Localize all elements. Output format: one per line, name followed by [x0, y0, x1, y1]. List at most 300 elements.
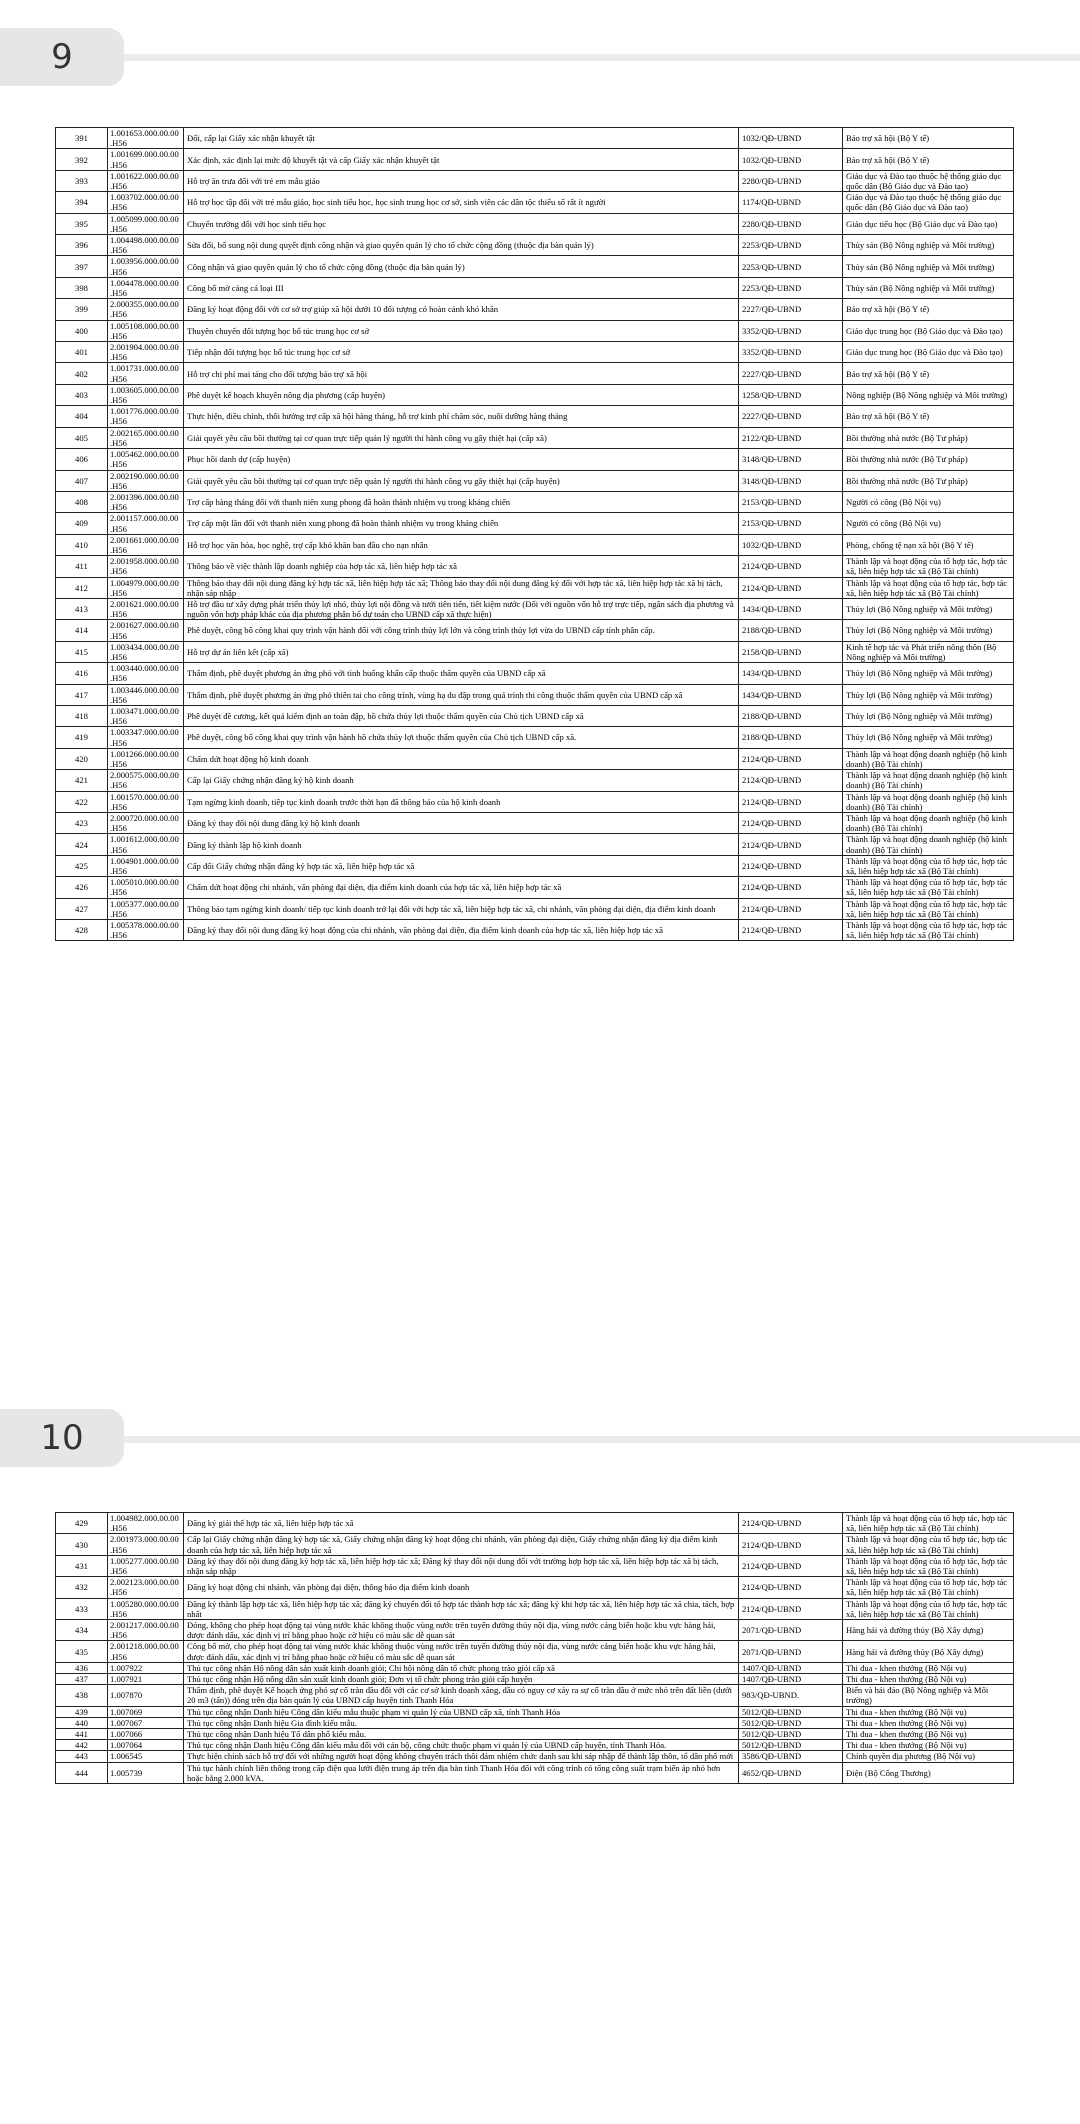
procedure-field: Thành lập và hoạt động doanh nghiệp (hộ kinh doanh) (Bộ Tài chính): [843, 770, 1014, 791]
table-row: [56, 898, 1014, 919]
row-number: 413: [56, 598, 108, 619]
procedure-field: Thủy lợi (Bộ Nông nghiệp và Môi trường): [843, 598, 1014, 619]
procedure-field: Thi đua - khen thưởng (Bộ Nội vụ): [843, 1740, 1014, 1751]
table-row: [56, 1662, 1014, 1673]
table-row: [56, 384, 1014, 405]
table-row: [56, 449, 1014, 470]
decision-number: 2227/QĐ-UBND: [739, 299, 843, 320]
decision-number: 5012/QĐ-UBND: [739, 1740, 843, 1751]
row-number: 410: [56, 534, 108, 555]
decision-number: 2158/QĐ-UBND: [739, 641, 843, 662]
procedure-field: Thành lập và hoạt động doanh nghiệp (hộ kinh doanh) (Bộ Tài chính): [843, 813, 1014, 834]
decision-number: 5012/QĐ-UBND: [739, 1717, 843, 1728]
procedure-code: 1.006545: [108, 1751, 184, 1762]
procedure-name: Trợ cấp hàng tháng đối với thanh niên xung phong đã hoàn thành nhiệm vụ trong kháng chiến: [184, 491, 739, 512]
row-number: 418: [56, 705, 108, 726]
procedure-field: Giáo dục và Đào tạo thuộc hệ thống giáo dục quốc dân (Bộ Giáo dục và Đào tạo): [843, 192, 1014, 213]
procedure-field: Biển và hải đảo (Bộ Nông nghiệp và Môi trường): [843, 1685, 1014, 1706]
procedure-field: Thi đua - khen thưởng (Bộ Nội vụ): [843, 1717, 1014, 1728]
procedure-name: Đăng ký thay đổi nội dung đăng ký hoạt động của chi nhánh, văn phòng đại diện, địa điểm kinh doanh của hợp tác xã, liên hiệp hợp tác xã: [184, 920, 739, 941]
procedure-code: 2.001621.000.00.00.H56: [108, 598, 184, 619]
decision-number: 2124/QĐ-UBND: [739, 813, 843, 834]
procedure-code: 2.002165.000.00.00.H56: [108, 427, 184, 448]
procedure-code: 1.007922: [108, 1662, 184, 1673]
procedure-name: Công bố mở, cho phép hoạt động tại vùng nước khác không thuộc vùng nước trên tuyến đường thủy nội địa, vùng nước cảng biển hoặc khu vực hàng hải, được đánh dấu, xác định vị trí bằng phao hoặc cờ hiệu có màu sắc dễ quan sát: [184, 1641, 739, 1662]
procedure-code: 2.000575.000.00.00.H56: [108, 770, 184, 791]
procedure-code: 1.007921: [108, 1674, 184, 1685]
table-row: [56, 1513, 1014, 1534]
row-number: 402: [56, 363, 108, 384]
procedure-code: 1.005010.000.00.00.H56: [108, 877, 184, 898]
procedure-field: Người có công (Bộ Nội vụ): [843, 513, 1014, 534]
procedure-code: 1.003471.000.00.00.H56: [108, 705, 184, 726]
table-row: [56, 277, 1014, 298]
procedure-name: Thông báo tạm ngừng kinh doanh/ tiếp tục kinh doanh trở lại đối với hợp tác xã, liên hiệp hợp tác xã, chi nhánh, văn phòng đại diện, địa điểm kinh doanh: [184, 898, 739, 919]
procedure-code: 1.003702.000.00.00.H56: [108, 192, 184, 213]
decision-number: 1434/QĐ-UBND: [739, 684, 843, 705]
procedure-field: Giáo dục tiểu học (Bộ Giáo dục và Đào tạo): [843, 213, 1014, 234]
procedure-code: 2.001218.000.00.00.H56: [108, 1641, 184, 1662]
procedure-name: Đăng ký thành lập hợp tác xã, liên hiệp hợp tác xã; đăng ký chuyển đổi tổ hợp tác thành hợp tác xã; đăng ký khi hợp tác xã, liên hiệp hợp tác xã chia, tách, hợp nhất: [184, 1598, 739, 1619]
procedure-name: Xác định, xác định lại mức độ khuyết tật và cấp Giấy xác nhận khuyết tật: [184, 149, 739, 170]
decision-number: 2071/QĐ-UBND: [739, 1641, 843, 1662]
decision-number: 2124/QĐ-UBND: [739, 1555, 843, 1576]
procedure-code: 1.004498.000.00.00.H56: [108, 235, 184, 256]
procedure-name: Tiếp nhận đối tượng học bổ túc trung học cơ sở: [184, 342, 739, 363]
row-number: 394: [56, 192, 108, 213]
procedure-name: Thực hiện, điều chỉnh, thôi hưởng trợ cấp xã hội hàng tháng, hỗ trợ kinh phí chăm sóc, nuôi dưỡng hàng tháng: [184, 406, 739, 427]
procedure-code: 1.003434.000.00.00.H56: [108, 641, 184, 662]
procedure-field: Thủy lợi (Bộ Nông nghiệp và Môi trường): [843, 620, 1014, 641]
row-number: 424: [56, 834, 108, 855]
procedure-name: Chuyển trường đối với học sinh tiểu học: [184, 213, 739, 234]
procedure-field: Hàng hải và đường thủy (Bộ Xây dựng): [843, 1620, 1014, 1641]
decision-number: 2124/QĐ-UBND: [739, 834, 843, 855]
decision-number: 2124/QĐ-UBND: [739, 1598, 843, 1619]
decision-number: 2253/QĐ-UBND: [739, 235, 843, 256]
procedure-field: Thủy lợi (Bộ Nông nghiệp và Môi trường): [843, 663, 1014, 684]
decision-number: 1032/QĐ-UBND: [739, 534, 843, 555]
procedure-name: Phê duyệt, công bố công khai quy trình vận hành đối với công trình thủy lợi lớn và công trình thủy lợi vừa do UBND cấp tỉnh phân cấp.: [184, 620, 739, 641]
table-row: [56, 406, 1014, 427]
procedure-field: Thành lập và hoạt động của tổ hợp tác, hợp tác xã, liên hiệp hợp tác xã (Bộ Tài chính): [843, 1513, 1014, 1534]
table-row: [56, 855, 1014, 876]
row-number: 399: [56, 299, 108, 320]
row-number: 435: [56, 1641, 108, 1662]
table-row: [56, 513, 1014, 534]
table-row: [56, 256, 1014, 277]
procedure-field: Thủy lợi (Bộ Nông nghiệp và Môi trường): [843, 684, 1014, 705]
decision-number: 2188/QĐ-UBND: [739, 705, 843, 726]
procedure-field: Thành lập và hoạt động doanh nghiệp (hộ kinh doanh) (Bộ Tài chính): [843, 748, 1014, 769]
row-number: 427: [56, 898, 108, 919]
procedure-name: Thẩm định, phê duyệt phương án ứng phó với tình huống khẩn cấp thuộc thẩm quyền của UBND cấp xã: [184, 663, 739, 684]
row-number: 436: [56, 1662, 108, 1673]
table-row: [56, 1641, 1014, 1662]
procedure-name: Hỗ trợ đầu tư xây dựng phát triển thủy lợi nhỏ, thủy lợi nội đồng và tưới tiên tiến, tiết kiệm nước (Đối với nguồn vốn hỗ trợ trực tiếp, ngân sách địa phương và nguồn vốn hợp pháp khác của địa phương phân bổ dự toán cho UBND cấp xã thực hiện): [184, 598, 739, 619]
table-row: [56, 813, 1014, 834]
procedure-name: Hỗ trợ học văn hóa, học nghề, trợ cấp khó khăn ban đầu cho nạn nhân: [184, 534, 739, 555]
row-number: 430: [56, 1534, 108, 1555]
decision-number: 1407/QĐ-UBND: [739, 1662, 843, 1673]
row-number: 401: [56, 342, 108, 363]
procedure-field: Giáo dục trung học (Bộ Giáo dục và Đào tạo): [843, 320, 1014, 341]
procedure-name: Giải quyết yêu cầu bồi thường tại cơ quan trực tiếp quản lý người thi hành công vụ gây thiệt hại (cấp xã): [184, 427, 739, 448]
procedure-name: Đăng ký thay đổi nội dung đăng ký hợp tác xã, liên hiệp hợp tác xã; Đăng ký thay đổi nội dung đối với trường hợp hợp tác xã, liên hiệp hợp tác xã bị tách, nhận sáp nhập: [184, 1555, 739, 1576]
table-row: [56, 641, 1014, 662]
procedure-code: 1.005099.000.00.00.H56: [108, 213, 184, 234]
procedure-name: Thủ tục công nhận Hộ nông dân sản xuất kinh doanh giỏi; Đơn vị tổ chức phong trào giỏi cấp huyện: [184, 1674, 739, 1685]
procedure-code: 1.007067: [108, 1717, 184, 1728]
procedure-code: 1.003446.000.00.00.H56: [108, 684, 184, 705]
procedure-field: Phòng, chống tệ nạn xã hội (Bộ Y tế): [843, 534, 1014, 555]
row-number: 397: [56, 256, 108, 277]
procedure-name: Đăng ký thay đổi nội dung đăng ký hộ kinh doanh: [184, 813, 739, 834]
procedure-field: Thi đua - khen thưởng (Bộ Nội vụ): [843, 1674, 1014, 1685]
procedure-name: Công bố mở cảng cá loại III: [184, 277, 739, 298]
procedure-field: Điện (Bộ Công Thương): [843, 1762, 1014, 1783]
procedure-table: [55, 127, 1014, 941]
row-number: 438: [56, 1685, 108, 1706]
decision-number: 4652/QĐ-UBND: [739, 1762, 843, 1783]
page-divider: [124, 54, 1080, 61]
table-row: [56, 149, 1014, 170]
table-row: [56, 1534, 1014, 1555]
decision-number: 3586/QĐ-UBND: [739, 1751, 843, 1762]
table-row: [56, 834, 1014, 855]
decision-number: 2124/QĐ-UBND: [739, 748, 843, 769]
procedure-name: Công nhận và giao quyền quản lý cho tổ chức cộng đồng (thuộc địa bàn quản lý): [184, 256, 739, 277]
procedure-name: Thủ tục hành chính liên thông trong cấp điện qua lưới điện trung áp trên địa bàn tỉnh Thanh Hóa đối với công trình có tổng công suất trạm biến áp nhỏ hơn hoặc bằng 2.000 kVA.: [184, 1762, 739, 1783]
procedure-field: Thành lập và hoạt động của tổ hợp tác, hợp tác xã, liên hiệp hợp tác xã (Bộ Tài chính): [843, 1598, 1014, 1619]
procedure-code: 1.001699.000.00.00.H56: [108, 149, 184, 170]
table-row: [56, 491, 1014, 512]
procedure-code: 2.001973.000.00.00.H56: [108, 1534, 184, 1555]
procedure-name: Trợ cấp một lần đối với thanh niên xung phong đã hoàn thành nhiệm vụ trong kháng chiến: [184, 513, 739, 534]
table-row: [56, 791, 1014, 812]
table-row: [56, 1598, 1014, 1619]
row-number: 404: [56, 406, 108, 427]
table-row: [56, 320, 1014, 341]
table-row: [56, 363, 1014, 384]
row-number: 425: [56, 855, 108, 876]
procedure-field: Thành lập và hoạt động của tổ hợp tác, hợp tác xã, liên hiệp hợp tác xã (Bộ Tài chính): [843, 898, 1014, 919]
procedure-field: Nông nghiệp (Bộ Nông nghiệp và Môi trường): [843, 384, 1014, 405]
decision-number: 2124/QĐ-UBND: [739, 855, 843, 876]
decision-number: 2124/QĐ-UBND: [739, 1577, 843, 1598]
procedure-name: Đăng ký hoạt động đối với cơ sở trợ giúp xã hội dưới 10 đối tượng có hoàn cảnh khó khăn: [184, 299, 739, 320]
row-number: 434: [56, 1620, 108, 1641]
row-number: 426: [56, 877, 108, 898]
decision-number: 2253/QĐ-UBND: [739, 256, 843, 277]
table-row: [56, 556, 1014, 577]
procedure-name: Hỗ trợ ăn trưa đối với trẻ em mẫu giáo: [184, 170, 739, 191]
row-number: 392: [56, 149, 108, 170]
procedure-field: Chính quyền địa phương (Bộ Nội vụ): [843, 1751, 1014, 1762]
procedure-code: 2.001661.000.00.00.H56: [108, 534, 184, 555]
procedure-field: Thủy lợi (Bộ Nông nghiệp và Môi trường): [843, 727, 1014, 748]
decision-number: 2153/QĐ-UBND: [739, 513, 843, 534]
decision-number: 2227/QĐ-UBND: [739, 406, 843, 427]
page-number: 9: [51, 37, 73, 77]
procedure-code: 1.005378.000.00.00.H56: [108, 920, 184, 941]
procedure-field: Bồi thường nhà nước (Bộ Tư pháp): [843, 427, 1014, 448]
procedure-code: 1.004979.000.00.00.H56: [108, 577, 184, 598]
procedure-name: Đăng ký hoạt động chi nhánh, văn phòng đại diện, thông báo địa điểm kinh doanh: [184, 1577, 739, 1598]
procedure-field: Thành lập và hoạt động của tổ hợp tác, hợp tác xã, liên hiệp hợp tác xã (Bộ Tài chính): [843, 877, 1014, 898]
procedure-name: Hỗ trợ học tập đối với trẻ mẫu giáo, học sinh tiểu học, học sinh trung học cơ sở, sinh viên các dân tộc thiểu số rất ít người: [184, 192, 739, 213]
table-row: [56, 427, 1014, 448]
row-number: 415: [56, 641, 108, 662]
procedure-field: Thành lập và hoạt động của tổ hợp tác, hợp tác xã, liên hiệp hợp tác xã (Bộ Tài chính): [843, 556, 1014, 577]
procedure-field: Bảo trợ xã hội (Bộ Y tế): [843, 149, 1014, 170]
procedure-field: Thành lập và hoạt động doanh nghiệp (hộ kinh doanh) (Bộ Tài chính): [843, 834, 1014, 855]
procedure-field: Hàng hải và đường thủy (Bộ Xây dựng): [843, 1641, 1014, 1662]
row-number: 396: [56, 235, 108, 256]
procedure-name: Đăng ký thành lập hộ kinh doanh: [184, 834, 739, 855]
decision-number: 3148/QĐ-UBND: [739, 470, 843, 491]
table-row: [56, 577, 1014, 598]
procedure-code: 1.007064: [108, 1740, 184, 1751]
decision-number: 2280/QĐ-UBND: [739, 213, 843, 234]
table-row: [56, 1620, 1014, 1641]
table-row: [56, 877, 1014, 898]
decision-number: 1258/QĐ-UBND: [739, 384, 843, 405]
procedure-name: Thủ tục công nhận Danh hiệu Công dân kiểu mẫu đối với cán bộ, công chức thuộc phạm vi quản lý của UBND cấp huyện, tỉnh Thanh Hóa.: [184, 1740, 739, 1751]
procedure-code: 1.004478.000.00.00.H56: [108, 277, 184, 298]
table-row: [56, 1729, 1014, 1740]
procedure-code: 2.001904.000.00.00.H56: [108, 342, 184, 363]
procedure-code: 2.001627.000.00.00.H56: [108, 620, 184, 641]
procedure-field: Thành lập và hoạt động của tổ hợp tác, hợp tác xã, liên hiệp hợp tác xã (Bộ Tài chính): [843, 1577, 1014, 1598]
row-number: 416: [56, 663, 108, 684]
procedure-code: 2.001958.000.00.00.H56: [108, 556, 184, 577]
table-row: [56, 1674, 1014, 1685]
row-number: 442: [56, 1740, 108, 1751]
table-row: [56, 920, 1014, 941]
row-number: 422: [56, 791, 108, 812]
procedure-name: Hỗ trợ chi phí mai táng cho đối tượng bảo trợ xã hội: [184, 363, 739, 384]
table-row: [56, 235, 1014, 256]
table-row: [56, 1577, 1014, 1598]
procedure-code: 1.005377.000.00.00.H56: [108, 898, 184, 919]
row-number: 429: [56, 1513, 108, 1534]
row-number: 423: [56, 813, 108, 834]
decision-number: 2071/QĐ-UBND: [739, 1620, 843, 1641]
procedure-name: Đóng, không cho phép hoạt động tại vùng nước khác không thuộc vùng nước trên tuyến đường thủy nội địa, vùng nước cảng biển hoặc khu vực hàng hải, được đánh dấu, xác định vị trí bằng phao hoặc cờ hiệu có màu sắc dễ quan sát: [184, 1620, 739, 1641]
procedure-code: 2.000355.000.00.00.H56: [108, 299, 184, 320]
procedure-name: Phê duyệt đề cương, kết quả kiểm định an toàn đập, hồ chứa thủy lợi thuộc thẩm quyền của Chủ tịch UBND cấp xã: [184, 705, 739, 726]
procedure-code: 1.001570.000.00.00.H56: [108, 791, 184, 812]
row-number: 428: [56, 920, 108, 941]
table-row: [56, 192, 1014, 213]
table-row: [56, 770, 1014, 791]
row-number: 444: [56, 1762, 108, 1783]
decision-number: 2124/QĐ-UBND: [739, 920, 843, 941]
procedure-code: 1.001266.000.00.00.H56: [108, 748, 184, 769]
row-number: 400: [56, 320, 108, 341]
row-number: 408: [56, 491, 108, 512]
procedure-table: [55, 1512, 1014, 1784]
decision-number: 2124/QĐ-UBND: [739, 898, 843, 919]
procedure-name: Thủ tục công nhận Danh hiệu Công dân kiểu mẫu thuộc phạm vi quản lý của UBND cấp xã, tỉnh Thanh Hóa: [184, 1706, 739, 1717]
decision-number: 1434/QĐ-UBND: [739, 663, 843, 684]
decision-number: 2188/QĐ-UBND: [739, 620, 843, 641]
procedure-name: Phê duyệt, công bố công khai quy trình vận hành hồ chứa thủy lợi thuộc thẩm quyền của Chủ tịch UBND cấp xã.: [184, 727, 739, 748]
procedure-field: Giáo dục trung học (Bộ Giáo dục và Đào tạo): [843, 342, 1014, 363]
decision-number: 3148/QĐ-UBND: [739, 449, 843, 470]
procedure-field: Thi đua - khen thưởng (Bộ Nội vụ): [843, 1706, 1014, 1717]
procedure-field: Bảo trợ xã hội (Bộ Y tế): [843, 406, 1014, 427]
procedure-code: 2.000720.000.00.00.H56: [108, 813, 184, 834]
procedure-code: 2.001396.000.00.00.H56: [108, 491, 184, 512]
page-number: 10: [40, 1418, 84, 1458]
procedure-field: Bảo trợ xã hội (Bộ Y tế): [843, 299, 1014, 320]
decision-number: 983/QĐ-UBND.: [739, 1685, 843, 1706]
procedure-name: Thủ tục công nhận Danh hiệu Tổ dân phố kiểu mẫu.: [184, 1729, 739, 1740]
procedure-name: Thuyên chuyển đối tượng học bổ túc trung học cơ sở: [184, 320, 739, 341]
row-number: 409: [56, 513, 108, 534]
table-row: [56, 1751, 1014, 1762]
decision-number: 2124/QĐ-UBND: [739, 877, 843, 898]
procedure-name: Đăng ký giải thể hợp tác xã, liên hiệp hợp tác xã: [184, 1513, 739, 1534]
procedure-name: Cấp đổi Giấy chứng nhận đăng ký hợp tác xã, liên hiệp hợp tác xã: [184, 855, 739, 876]
procedure-name: Sửa đổi, bổ sung nội dung quyết định công nhận và giao quyền quản lý cho tổ chức cộng đồng (thuộc địa bàn quản lý): [184, 235, 739, 256]
row-number: 441: [56, 1729, 108, 1740]
procedure-name: Cấp lại Giấy chứng nhận đăng ký hộ kinh doanh: [184, 770, 739, 791]
table-row: [56, 684, 1014, 705]
procedure-code: 1.001776.000.00.00.H56: [108, 406, 184, 427]
procedure-field: Bảo trợ xã hội (Bộ Y tế): [843, 128, 1014, 149]
decision-number: 5012/QĐ-UBND: [739, 1729, 843, 1740]
table-row: [56, 342, 1014, 363]
procedure-name: Thông báo thay đổi nội dung đăng ký hợp tác xã, liên hiệp hợp tác xã; Thông báo thay đổi nội dung đăng ký đối với hợp tác xã, liên hiệp hợp tác xã bị tách, nhận sáp nhập: [184, 577, 739, 598]
table-row: [56, 534, 1014, 555]
procedure-field: Thành lập và hoạt động của tổ hợp tác, hợp tác xã, liên hiệp hợp tác xã (Bộ Tài chính): [843, 1555, 1014, 1576]
table-row: [56, 1555, 1014, 1576]
procedure-name: Cấp lại Giấy chứng nhận đăng ký hợp tác xã, Giấy chứng nhận đăng ký hoạt động chi nhánh, văn phòng đại diện, Giấy chứng nhận đăng ký địa điểm kinh doanh của hợp tác xã, liên hiệp hợp tác xã: [184, 1534, 739, 1555]
decision-number: 2124/QĐ-UBND: [739, 577, 843, 598]
page-number-tab: [0, 28, 124, 86]
procedure-code: 1.003347.000.00.00.H56: [108, 727, 184, 748]
procedure-code: 1.003956.000.00.00.H56: [108, 256, 184, 277]
row-number: 420: [56, 748, 108, 769]
procedure-code: 2.001217.000.00.00.H56: [108, 1620, 184, 1641]
procedure-code: 1.007069: [108, 1706, 184, 1717]
table-row: [56, 1717, 1014, 1728]
procedure-code: 1.001731.000.00.00.H56: [108, 363, 184, 384]
decision-number: 2124/QĐ-UBND: [739, 1513, 843, 1534]
row-number: 440: [56, 1717, 108, 1728]
procedure-field: Thành lập và hoạt động của tổ hợp tác, hợp tác xã, liên hiệp hợp tác xã (Bộ Tài chính): [843, 920, 1014, 941]
procedure-field: Thành lập và hoạt động của tổ hợp tác, hợp tác xã, liên hiệp hợp tác xã (Bộ Tài chính): [843, 1534, 1014, 1555]
procedure-code: 1.007066: [108, 1729, 184, 1740]
procedure-field: Thi đua - khen thưởng (Bộ Nội vụ): [843, 1662, 1014, 1673]
decision-number: 2280/QĐ-UBND: [739, 170, 843, 191]
table-row: [56, 727, 1014, 748]
procedure-name: Giải quyết yêu cầu bồi thường tại cơ quan trực tiếp quản lý người thi hành công vụ gây thiệt hại (cấp huyện): [184, 470, 739, 491]
procedure-code: 1.003440.000.00.00.H56: [108, 663, 184, 684]
row-number: 405: [56, 427, 108, 448]
row-number: 412: [56, 577, 108, 598]
decision-number: 1434/QĐ-UBND: [739, 598, 843, 619]
row-number: 406: [56, 449, 108, 470]
table-row: [56, 1706, 1014, 1717]
procedure-field: Thủy sản (Bộ Nông nghiệp và Môi trường): [843, 235, 1014, 256]
procedure-code: 1.004982.000.00.00.H56: [108, 1513, 184, 1534]
procedure-name: Phê duyệt kế hoạch khuyến nông địa phương (cấp huyện): [184, 384, 739, 405]
decision-number: 1174/QĐ-UBND: [739, 192, 843, 213]
procedure-name: Phục hồi danh dự (cấp huyện): [184, 449, 739, 470]
procedure-name: Thủ tục công nhận Hộ nông dân sản xuất kinh doanh giỏi; Chi hội nông dân tổ chức phong trào giỏi cấp xã: [184, 1662, 739, 1673]
decision-number: 1032/QĐ-UBND: [739, 128, 843, 149]
row-number: 437: [56, 1674, 108, 1685]
table-row: [56, 748, 1014, 769]
table-row: [56, 213, 1014, 234]
table-row: [56, 170, 1014, 191]
decision-number: 2188/QĐ-UBND: [739, 727, 843, 748]
procedure-field: Kinh tế hợp tác và Phát triển nông thôn (Bộ Nông nghiệp và Môi trường): [843, 641, 1014, 662]
row-number: 393: [56, 170, 108, 191]
table-row: [56, 470, 1014, 491]
procedure-field: Bảo trợ xã hội (Bộ Y tế): [843, 363, 1014, 384]
procedure-field: Thành lập và hoạt động doanh nghiệp (hộ kinh doanh) (Bộ Tài chính): [843, 791, 1014, 812]
procedure-code: 1.003605.000.00.00.H56: [108, 384, 184, 405]
decision-number: 3352/QĐ-UBND: [739, 320, 843, 341]
decision-number: 1407/QĐ-UBND: [739, 1674, 843, 1685]
row-number: 443: [56, 1751, 108, 1762]
row-number: 398: [56, 277, 108, 298]
row-number: 419: [56, 727, 108, 748]
procedure-code: 1.001622.000.00.00.H56: [108, 170, 184, 191]
page-number-tab: [0, 1409, 124, 1467]
procedure-field: Giáo dục và Đào tạo thuộc hệ thống giáo dục quốc dân (Bộ Giáo dục và Đào tạo): [843, 170, 1014, 191]
procedure-code: 1.007870: [108, 1685, 184, 1706]
procedure-name: Đổi, cấp lại Giấy xác nhận khuyết tật: [184, 128, 739, 149]
row-number: 411: [56, 556, 108, 577]
row-number: 439: [56, 1706, 108, 1717]
table-row: [56, 598, 1014, 619]
row-number: 407: [56, 470, 108, 491]
decision-number: 2253/QĐ-UBND: [739, 277, 843, 298]
row-number: 432: [56, 1577, 108, 1598]
decision-number: 2153/QĐ-UBND: [739, 491, 843, 512]
procedure-name: Thực hiện chính sách hỗ trợ đối với những người hoạt động không chuyên trách thôi đảm nhiệm chức danh sau khi sáp nhập để thành lập thôn, tổ dân phố mới: [184, 1751, 739, 1762]
procedure-code: 2.002123.000.00.00.H56: [108, 1577, 184, 1598]
procedure-field: Bồi thường nhà nước (Bộ Tư pháp): [843, 449, 1014, 470]
procedure-name: Thẩm định, phê duyệt phương án ứng phó thiên tai cho công trình, vùng hạ du đập trong quá trình thi công thuộc thẩm quyền của UBND cấp xã: [184, 684, 739, 705]
decision-number: 2124/QĐ-UBND: [739, 556, 843, 577]
procedure-name: Thẩm định, phê duyệt Kế hoạch ứng phó sự cố tràn dầu đối với các cơ sở kinh doanh xăng, dầu có nguy cơ xảy ra sự cố tràn dầu ở mức nhỏ trên đất liền (dưới 20 m3 (tấn)) đóng trên địa bàn quản lý của UBND cấp huyện tỉnh Thanh Hóa: [184, 1685, 739, 1706]
decision-number: 3352/QĐ-UBND: [739, 342, 843, 363]
procedure-code: 1.001653.000.00.00.H56: [108, 128, 184, 149]
page-divider: [124, 1436, 1080, 1443]
procedure-code: 1.005739: [108, 1762, 184, 1783]
procedure-field: Thủy sản (Bộ Nông nghiệp và Môi trường): [843, 256, 1014, 277]
procedure-name: Chấm dứt hoạt động hộ kinh doanh: [184, 748, 739, 769]
procedure-code: 2.002190.000.00.00.H56: [108, 470, 184, 491]
row-number: 391: [56, 128, 108, 149]
decision-number: 2124/QĐ-UBND: [739, 1534, 843, 1555]
procedure-code: 2.001157.000.00.00.H56: [108, 513, 184, 534]
row-number: 421: [56, 770, 108, 791]
procedure-name: Chấm dứt hoạt động chi nhánh, văn phòng đại diện, địa điểm kinh doanh của hợp tác xã, liên hiệp hợp tác xã: [184, 877, 739, 898]
table-row: [56, 128, 1014, 149]
decision-number: 2124/QĐ-UBND: [739, 770, 843, 791]
procedure-code: 1.005108.000.00.00.H56: [108, 320, 184, 341]
procedure-field: Thành lập và hoạt động của tổ hợp tác, hợp tác xã, liên hiệp hợp tác xã (Bộ Tài chính): [843, 855, 1014, 876]
procedure-field: Thủy sản (Bộ Nông nghiệp và Môi trường): [843, 277, 1014, 298]
